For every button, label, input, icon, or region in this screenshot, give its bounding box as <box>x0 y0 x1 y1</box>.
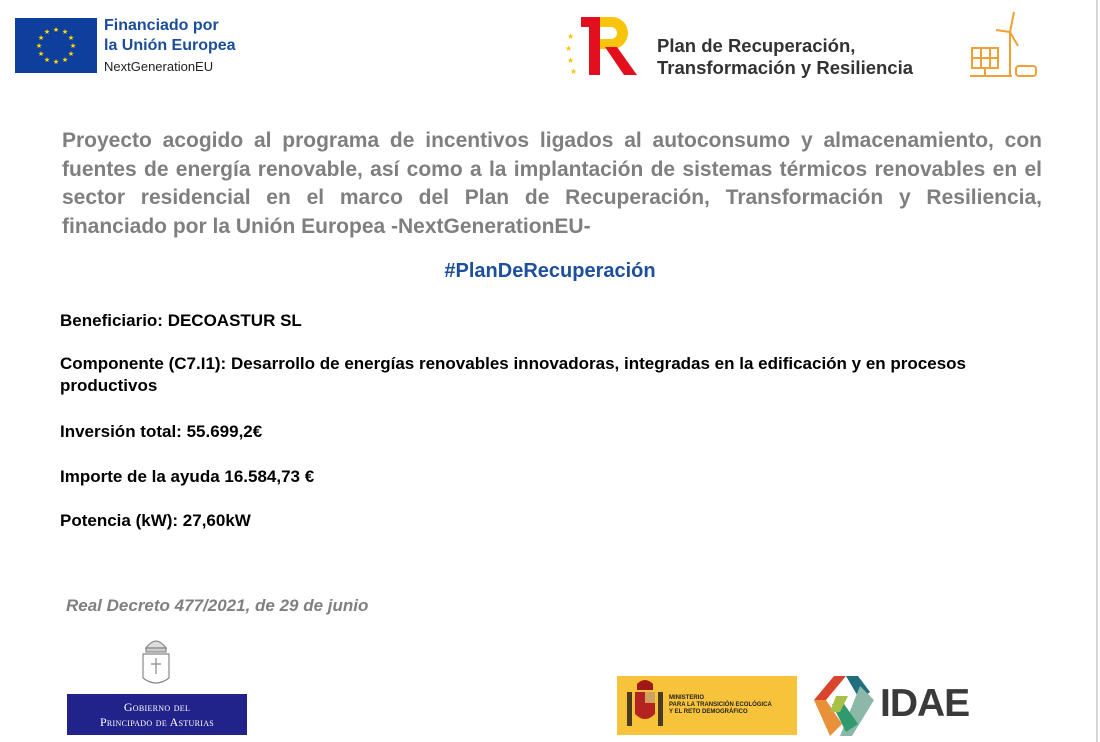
aid-amount: Importe de la ayuda 16.584,73 € <box>60 467 315 486</box>
svg-text:★: ★ <box>61 29 69 36</box>
svg-text:★: ★ <box>567 56 575 65</box>
svg-text:★: ★ <box>69 43 77 50</box>
hashtag: #PlanDeRecuperación <box>444 260 656 282</box>
svg-text:★: ★ <box>61 57 69 64</box>
recovery-plan-logo <box>565 17 639 77</box>
idae-emblem-icon <box>812 676 878 736</box>
spain-coat-of-arms-icon <box>621 676 669 735</box>
eu-line2: la Unión Europea <box>104 37 236 54</box>
svg-text:★: ★ <box>567 32 575 41</box>
power: Potencia (kW): 27,60kW <box>60 511 251 530</box>
project-description: Proyecto acogido al programa de incentivos ligados al autoconsumo y almacenamiento, con fuentes de energía renovable, así como a la implantación de sistemas térmicos renovables en el sector residencial en el marco del Plan de Recuperación, Transformación y Resiliencia, financiado por la Unión Europea -NextGenerationEU- <box>62 129 1042 238</box>
svg-text:★: ★ <box>565 44 573 53</box>
eu-line3: NextGenerationEU <box>104 59 214 74</box>
asturias-government-logo <box>67 694 247 735</box>
beneficiary: Beneficiario: DECOASTUR SL <box>60 311 302 330</box>
ministry-line2: PARA LA TRANSICIÓN ECOLÓGICA <box>669 702 772 708</box>
idae-wordmark: IDAE <box>880 682 970 725</box>
wind-solar-icon <box>966 10 1040 80</box>
ministry-text <box>669 695 772 716</box>
eu-funding-label <box>104 16 236 77</box>
eu-line1: Financiado por <box>104 17 219 34</box>
eu-flag-logo <box>15 18 97 73</box>
component: Componente (C7.I1): Desarrollo de energías renovables innovadoras, integradas en la edificación y en procesos productivos <box>60 354 966 395</box>
svg-text:★: ★ <box>67 35 75 42</box>
ministry-logo <box>617 676 797 735</box>
svg-text:★: ★ <box>52 59 60 66</box>
svg-text:★: ★ <box>43 57 51 64</box>
svg-text:★: ★ <box>37 35 45 42</box>
asturias-line2: Principado de Asturias <box>99 715 215 729</box>
ministry-line3: Y EL RETO DEMOGRÁFICO <box>669 709 748 715</box>
idae-logo <box>812 676 992 736</box>
recovery-plan-label <box>657 35 913 79</box>
svg-text:★: ★ <box>67 51 75 58</box>
svg-text:★: ★ <box>52 27 60 34</box>
ministry-line1: MINISTERIO <box>669 695 705 701</box>
svg-text:★: ★ <box>43 29 51 36</box>
asturias-crest-icon <box>138 634 174 688</box>
svg-text:★: ★ <box>35 43 43 50</box>
plan-line2: Transformación y Resiliencia <box>657 57 914 78</box>
plan-line1: Plan de Recuperación, <box>657 35 856 56</box>
svg-text:★: ★ <box>570 67 578 76</box>
asturias-line1: Gobierno del <box>123 700 191 714</box>
royal-decree: Real Decreto 477/2021, de 29 de junio <box>66 596 369 615</box>
svg-text:★: ★ <box>37 51 45 58</box>
total-investment: Inversión total: 55.699,2€ <box>60 422 263 441</box>
